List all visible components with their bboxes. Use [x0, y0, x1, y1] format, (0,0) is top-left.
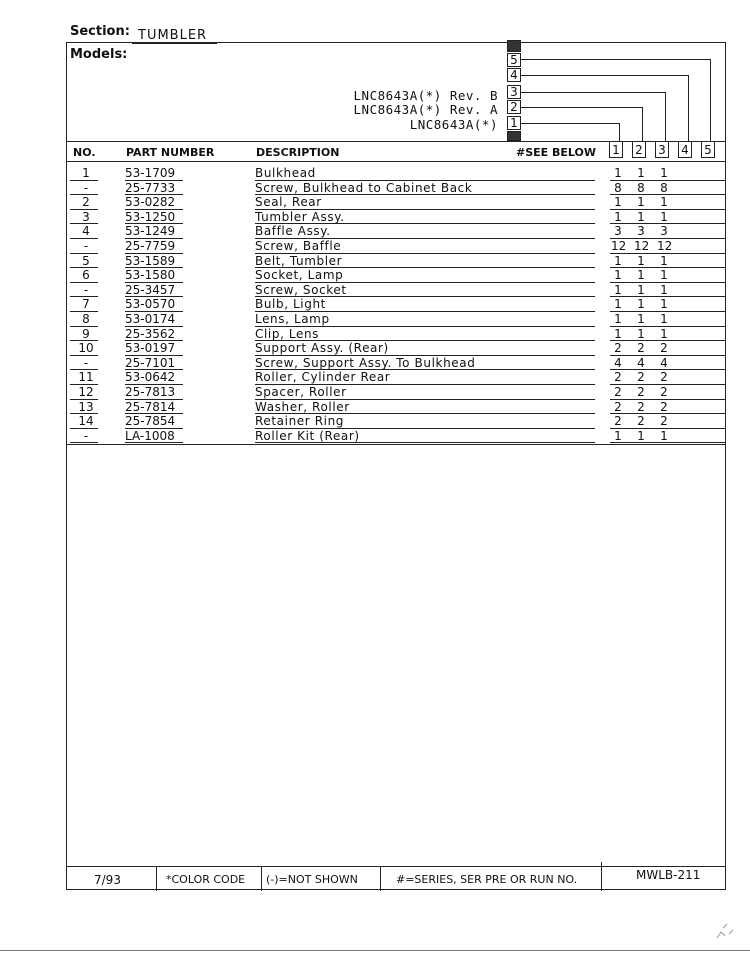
table-row: [66, 429, 726, 444]
row-part-number: 53-0570: [125, 297, 176, 312]
footer: [66, 866, 726, 891]
model-box-cap: [507, 40, 521, 52]
model-box-2: 2: [507, 100, 521, 114]
row-part-number: 53-1249: [125, 224, 176, 239]
row-part-number: 53-0174: [125, 311, 176, 326]
row-qty-1: 3: [614, 224, 622, 239]
col-box-4: 4: [678, 141, 692, 158]
row-qty-1: 1: [614, 297, 622, 312]
model-box-5: 5: [507, 53, 521, 67]
row-qty-1: 1: [614, 311, 622, 326]
row-no: -: [83, 355, 89, 370]
row-description: Bulb, Light: [255, 297, 326, 312]
row-description: Screw, Baffle: [255, 238, 342, 253]
row-part-number: 25-7733: [125, 180, 176, 195]
row-description: Seal, Rear: [255, 195, 322, 210]
row-part-number: 25-7759: [125, 238, 176, 253]
row-qty-3: 8: [660, 180, 668, 195]
row-no: -: [83, 282, 89, 297]
connector-1-h: [521, 123, 619, 124]
model-rev-b: LNC8643A(*) Rev. B: [353, 88, 498, 103]
row-qty-3: 2: [660, 384, 668, 399]
row-qty-1: 1: [614, 253, 622, 268]
row-qty-3: 1: [660, 311, 668, 326]
row-qty-1: 1: [614, 209, 622, 224]
row-part-number: 53-1589: [125, 253, 176, 268]
row-qty-2: 1: [637, 282, 645, 297]
row-description: Screw, Socket: [255, 282, 347, 297]
table-row: [66, 414, 726, 429]
table-row: [66, 327, 726, 342]
row-no: 7: [82, 297, 90, 312]
row-qty-2: 1: [637, 428, 645, 443]
model-box-4: 4: [507, 68, 521, 82]
model-rev-a: LNC8643A(*) Rev. A: [353, 102, 498, 117]
row-qty-1: 2: [614, 341, 622, 356]
row-qty-3: 1: [660, 297, 668, 312]
row-description: Belt, Tumbler: [255, 253, 343, 268]
row-qty-2: 1: [637, 297, 645, 312]
connector-5-v: [710, 59, 711, 141]
row-part-number: 53-1580: [125, 268, 176, 283]
row-no: 10: [78, 341, 94, 356]
row-qty-2: 2: [637, 370, 645, 385]
row-qty-1: 8: [614, 180, 622, 195]
row-qty-3: 1: [660, 209, 668, 224]
row-qty-2: 3: [637, 224, 645, 239]
row-qty-3: 1: [660, 326, 668, 341]
row-qty-1: 4: [614, 355, 622, 370]
row-no: 12: [78, 384, 94, 399]
row-description: Bulkhead: [255, 166, 316, 180]
row-part-number: 25-3562: [125, 326, 176, 341]
model-box-base: [507, 131, 521, 141]
row-part-number: 25-7813: [125, 384, 176, 399]
header-no: NO.: [73, 146, 96, 159]
model-box-3: 3: [507, 85, 521, 99]
row-qty-2: 1: [637, 166, 645, 180]
table-row: [66, 181, 726, 196]
header-divider: [66, 141, 726, 142]
row-qty-2: 1: [637, 268, 645, 283]
row-description: Tumbler Assy.: [255, 209, 345, 224]
row-qty-3: 2: [660, 370, 668, 385]
header-see-below: #SEE BELOW: [516, 146, 596, 159]
table-row: [66, 297, 726, 312]
row-qty-1: 2: [614, 414, 622, 429]
row-no: 4: [82, 224, 90, 239]
scan-edge-line: [0, 950, 750, 951]
row-description: Screw, Support Assy. To Bulkhead: [255, 355, 476, 370]
row-qty-2: 12: [634, 238, 650, 253]
connector-5-h: [521, 59, 710, 60]
row-part-number: 25-7814: [125, 399, 176, 414]
row-qty-2: 2: [637, 414, 645, 429]
row-qty-1: 1: [614, 166, 622, 180]
row-description: Socket, Lamp: [255, 268, 344, 283]
row-part-number: 53-0642: [125, 370, 176, 385]
col-box-2: 2: [632, 141, 646, 158]
col-box-5: 5: [701, 141, 715, 158]
table-row: [66, 370, 726, 385]
table-row: [66, 341, 726, 356]
row-qty-2: 4: [637, 355, 645, 370]
row-qty-1: 2: [614, 384, 622, 399]
table-row: [66, 224, 726, 239]
row-qty-3: 2: [660, 399, 668, 414]
row-description: Washer, Roller: [255, 399, 350, 414]
row-qty-3: 1: [660, 268, 668, 283]
row-no: 3: [82, 209, 90, 224]
row-qty-2: 1: [637, 311, 645, 326]
row-qty-2: 1: [637, 253, 645, 268]
row-qty-3: 1: [660, 428, 668, 443]
footer-sep-3: [380, 867, 381, 891]
footer-sep-2: [261, 867, 262, 891]
row-description: Lens, Lamp: [255, 311, 330, 326]
row-qty-1: 12: [611, 238, 627, 253]
footer-date: 7/93: [94, 873, 121, 887]
row-description: Clip, Lens: [255, 326, 320, 341]
footer-sep-1: [156, 867, 157, 891]
row-description: Roller, Cylinder Rear: [255, 370, 391, 385]
row-description: Roller Kit (Rear): [255, 428, 360, 443]
model-base: LNC8643A(*): [409, 117, 498, 132]
row-description: Support Assy. (Rear): [255, 341, 389, 356]
col-box-1: 1: [609, 141, 623, 158]
header-underline: [66, 161, 726, 162]
connector-3-v: [665, 92, 666, 141]
table-row: [66, 400, 726, 415]
row-no: 14: [78, 414, 94, 429]
connector-3-h: [521, 92, 665, 93]
row-qty-3: 1: [660, 282, 668, 297]
section-label: Section:: [70, 24, 130, 39]
connector-1-v: [619, 123, 620, 141]
row-qty-1: 1: [614, 195, 622, 210]
row-qty-1: 1: [614, 282, 622, 297]
row-qty-3: 3: [660, 224, 668, 239]
models-label: Models:: [70, 47, 128, 62]
row-part-number: 53-0197: [125, 341, 176, 356]
table-end-line: [66, 444, 726, 445]
row-part-number: 25-7101: [125, 355, 176, 370]
row-description: Spacer, Roller: [255, 384, 347, 399]
row-qty-1: 2: [614, 370, 622, 385]
row-part-number: 25-7854: [125, 414, 176, 429]
row-part-number: LA-1008: [125, 428, 175, 443]
row-qty-1: 1: [614, 326, 622, 341]
row-description: Screw, Bulkhead to Cabinet Back: [255, 180, 473, 195]
row-qty-3: 2: [660, 341, 668, 356]
row-qty-3: 1: [660, 195, 668, 210]
row-qty-3: 2: [660, 414, 668, 429]
header-part-number: PART NUMBER: [126, 146, 215, 159]
table-row: [66, 312, 726, 327]
row-qty-3: 4: [660, 355, 668, 370]
model-box-1: 1: [507, 116, 521, 130]
row-description: Baffle Assy.: [255, 224, 331, 239]
row-description: Retainer Ring: [255, 414, 345, 429]
footer-series: #=SERIES, SER PRE OR RUN NO.: [396, 873, 578, 886]
row-part-number: 53-1709: [125, 166, 176, 180]
row-no: 5: [82, 253, 90, 268]
table-row: [66, 385, 726, 400]
section-value: TUMBLER: [138, 28, 208, 43]
footer-doc-id: MWLB-211: [636, 868, 701, 882]
row-no: -: [83, 428, 89, 443]
row-qty-1: 2: [614, 399, 622, 414]
footer-sep-4: [601, 862, 602, 891]
row-qty-2: 1: [637, 195, 645, 210]
row-qty-1: 1: [614, 268, 622, 283]
row-no: -: [83, 180, 89, 195]
scan-speck-mark: [713, 920, 737, 944]
table-row: [66, 356, 726, 371]
row-no: -: [83, 238, 89, 253]
row-qty-2: 8: [637, 180, 645, 195]
col-box-3: 3: [655, 141, 669, 158]
table-row: [66, 166, 726, 181]
row-no: 9: [82, 326, 90, 341]
table-row: [66, 239, 726, 254]
connector-2-v: [642, 107, 643, 141]
table-row: [66, 283, 726, 298]
row-qty-3: 12: [657, 238, 673, 253]
row-part-number: 53-1250: [125, 209, 176, 224]
row-qty-3: 1: [660, 166, 668, 180]
connector-4-h: [521, 75, 688, 76]
row-qty-3: 1: [660, 253, 668, 268]
row-qty-2: 2: [637, 384, 645, 399]
row-qty-1: 1: [614, 428, 622, 443]
row-part-number: 53-0282: [125, 195, 176, 210]
connector-4-v: [688, 75, 689, 141]
connector-2-h: [521, 107, 642, 108]
table-row: [66, 195, 726, 210]
table-row: [66, 268, 726, 283]
header-description: DESCRIPTION: [256, 146, 340, 159]
parts-table: [66, 166, 726, 443]
footer-color-code: *COLOR CODE: [166, 873, 246, 886]
footer-not-shown: (-)=NOT SHOWN: [266, 873, 358, 886]
row-qty-2: 2: [637, 341, 645, 356]
row-no: 13: [78, 399, 94, 414]
row-no: 2: [82, 195, 90, 210]
table-row: [66, 210, 726, 225]
table-row: [66, 254, 726, 269]
row-no: 6: [82, 268, 90, 283]
row-no: 11: [78, 370, 94, 385]
row-qty-2: 1: [637, 209, 645, 224]
row-no: 8: [82, 311, 90, 326]
row-part-number: 25-3457: [125, 282, 176, 297]
row-no: 1: [82, 166, 90, 180]
row-qty-2: 2: [637, 399, 645, 414]
row-qty-2: 1: [637, 326, 645, 341]
